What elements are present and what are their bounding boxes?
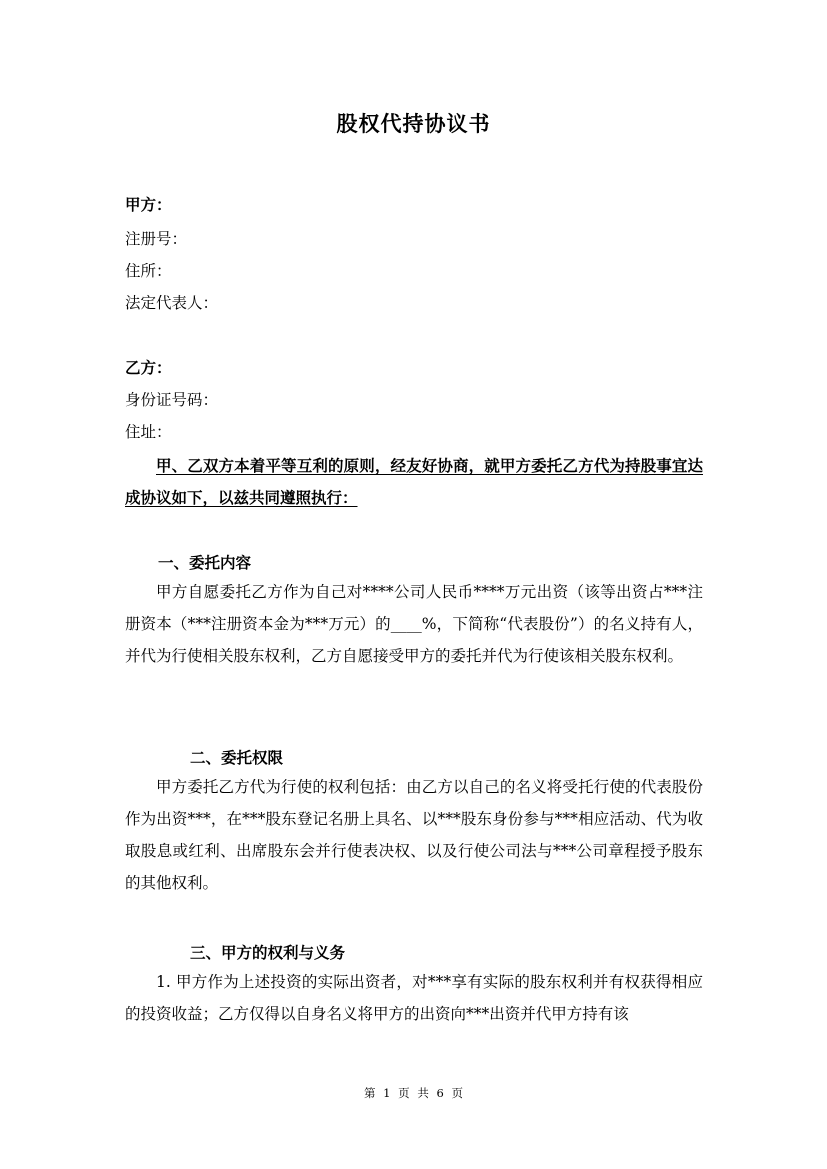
party-b-label: 乙方： bbox=[125, 358, 172, 377]
section-body: 1. 甲方作为上述投资的实际出资者，对***享有实际的股东权利并有权获得相应的投资收益；乙方仅得以自身名义将甲方的出资向***出资并代甲方持有该 bbox=[125, 973, 703, 1023]
section-heading: 一、委托内容 bbox=[158, 553, 252, 572]
party-a-label: 甲方： bbox=[125, 195, 172, 214]
party-a-legal-rep: 法定代表人： bbox=[125, 294, 219, 312]
preamble bbox=[125, 450, 703, 514]
preamble-text: 甲、乙双方本着平等互利的原则，经友好协商，就甲方委托乙方代为持股事宜达成协议如下，以兹共同遵照执行： bbox=[125, 456, 703, 507]
party-b-address: 住址： bbox=[125, 423, 172, 441]
section-body: 甲方自愿委托乙方作为自己对****公司人民币****万元出资（该等出资占***注册资本（***注册资本金为***万元）的____%，下简称“代表股份”）的名义持有人，并代为行使相关股东权利，乙方自愿接受甲方的委托并代为行使该相关股东权利。 bbox=[125, 583, 703, 665]
page-footer: 第 1 页 共 6 页 bbox=[364, 1086, 463, 1100]
section-heading: 二、委托权限 bbox=[190, 748, 284, 767]
party-b-id-number: 身份证号码： bbox=[125, 391, 219, 409]
party-a-address: 住所： bbox=[125, 262, 172, 280]
party-a-registration-no: 注册号： bbox=[125, 230, 188, 248]
document-title: 股权代持协议书 bbox=[336, 111, 491, 136]
section-heading: 三、甲方的权利与义务 bbox=[190, 943, 346, 962]
section-body: 甲方委托乙方代为行使的权利包括：由乙方以自己的名义将受托行使的代表股份作为出资***，在***股东登记名册上具名、以***股东身份参与***相应活动、代为收取股息或红利、出席股东会并行使表决权、以及行使公司法与***公司章程授予股东的其他权利。 bbox=[125, 778, 703, 892]
